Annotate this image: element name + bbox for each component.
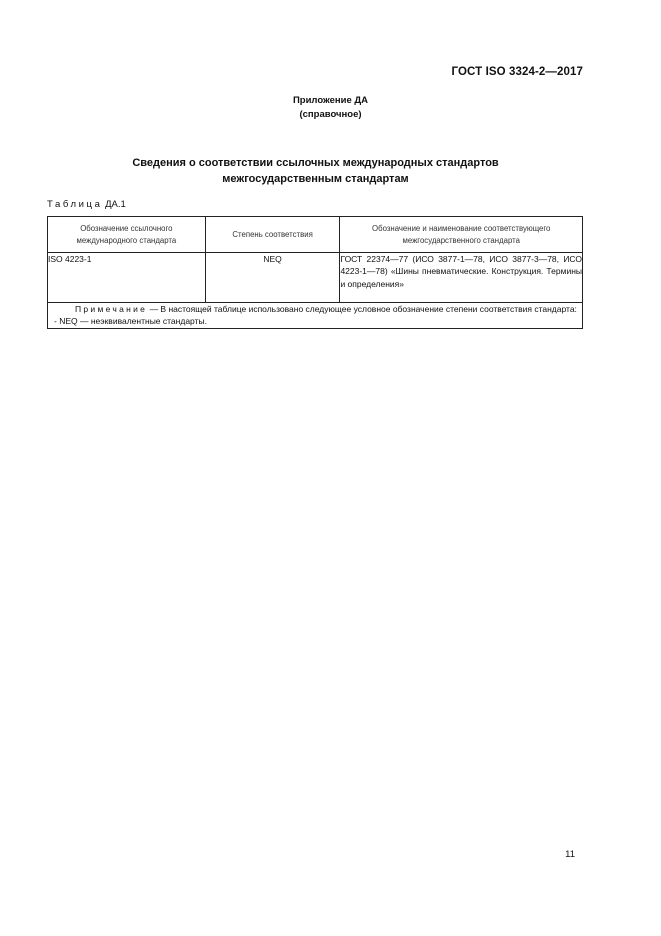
section-title-line-1: Сведения о соответствии ссылочных международных стандартов xyxy=(132,157,499,169)
note-text: — В настоящей таблице использовано следующее условное обозначение степени соответствия стандарта: xyxy=(147,304,577,314)
annex-subtitle: (справочное) xyxy=(299,109,362,120)
table-caption-label: Таблица xyxy=(47,199,103,210)
table-caption xyxy=(47,199,126,210)
section-title-line-2: межгосударственным стандартам xyxy=(222,173,409,185)
section-title xyxy=(0,155,631,187)
annex-heading xyxy=(0,94,661,122)
note-item: - NEQ — неэквивалентные стандарты. xyxy=(54,316,207,327)
cell-international-standard: ISO 4223-1 xyxy=(48,253,206,303)
page-number: 11 xyxy=(565,849,575,860)
document-code: ГОСТ ISO 3324-2—2017 xyxy=(451,66,583,78)
note-label: Примечание xyxy=(75,304,148,314)
table-caption-number: ДА.1 xyxy=(105,199,126,210)
header-degree-of-correspondence: Степень соответствия xyxy=(205,217,340,253)
header-international-standard: Обозначение ссылочного международного стандарта xyxy=(48,217,206,253)
table-header-row xyxy=(48,217,583,253)
table-row xyxy=(48,253,583,303)
table-note xyxy=(48,303,583,329)
table-note-row xyxy=(48,303,583,329)
cell-national-standard: ГОСТ 22374—77 (ИСО 3877-1—78, ИСО 3877-3—78, ИСО 4223-1—78) «Шины пневматические. Конструкция. Термины и определения» xyxy=(340,253,583,303)
cell-degree: NEQ xyxy=(205,253,340,303)
header-national-standard: Обозначение и наименование соответствующего межгосударственного стандарта xyxy=(340,217,583,253)
annex-title: Приложение ДА xyxy=(292,95,369,106)
note-paragraph xyxy=(48,303,582,315)
correspondence-table xyxy=(47,216,583,329)
